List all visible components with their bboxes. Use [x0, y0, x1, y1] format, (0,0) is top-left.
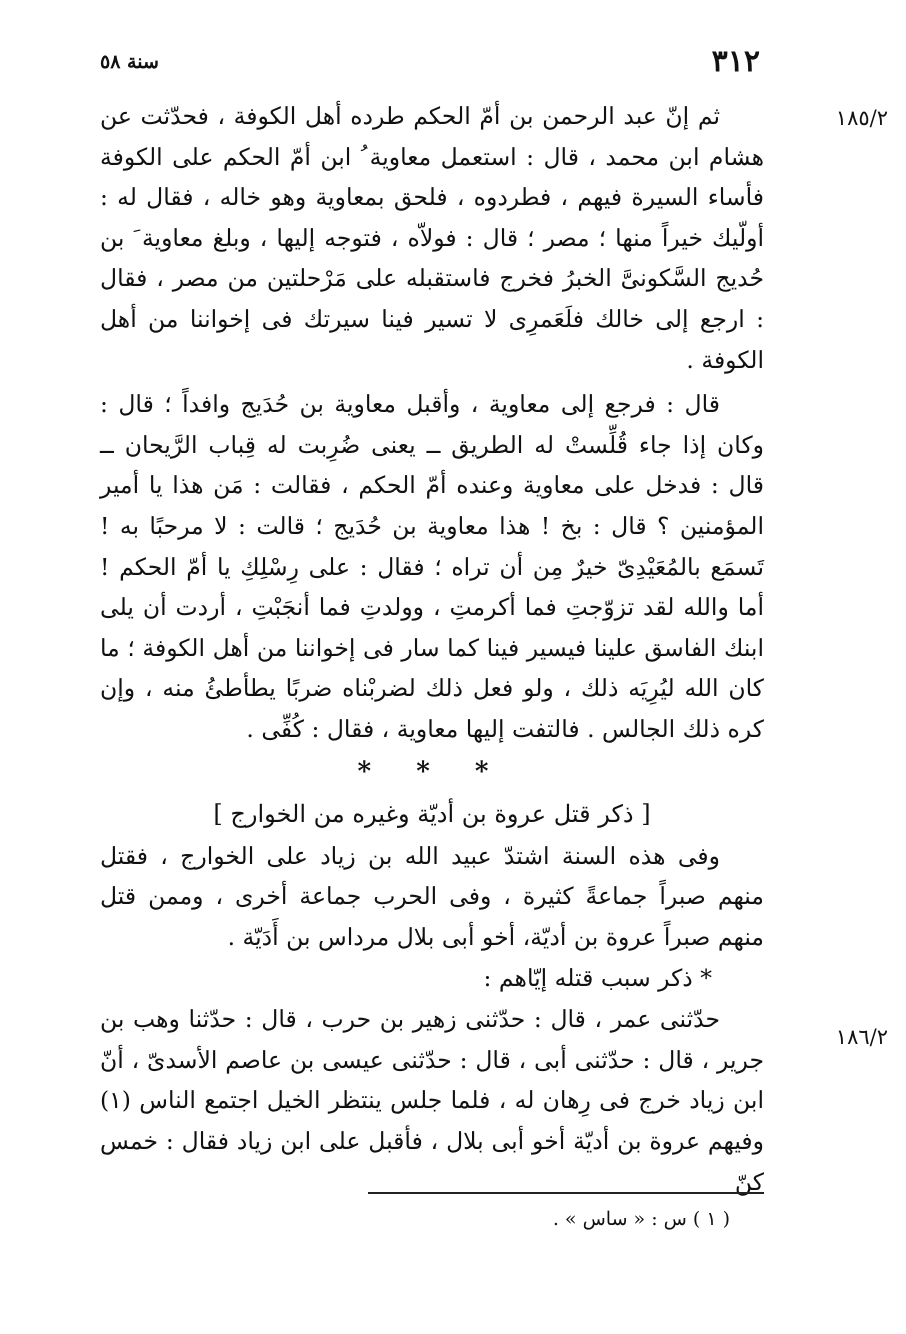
footnote: ( ١ ) س : « ساس » .	[552, 1208, 730, 1230]
running-head-year: سنة ٥٨	[100, 51, 159, 73]
paragraph-2: قال : فرجع إلى معاوية ، وأقبل معاوية بن حُدَيج وافداً ؛ قال : وكان إذا جاء قُلِّستْ له الطريق ــ يعنى ضُرِبت له قِباب الرَّيحان ــ قال : فدخل على معاوية وعنده أمّ الحكم ، فقالت : مَن هذا يا أمير المؤمنين ؟ قال : بخ ! هذا معاوية بن حُدَيج ؛ قالت : لا مرحبًا به ! تَسمَع بالمُعَيْدِىّ خيرٌ مِن أن تراه ؛ فقال : على رِسْلِكِ يا أمّ الحكم ! أما والله لقد تزوّجتِ فما أكرمتِ ، وولدتِ فما أنجَبْتِ ، أردت أن يلى ابنك الفاسق علينا فيسير فينا كما سار فى إخواننا من أهل الكوفة ؛ ما كان الله ليُرِيَه ذلك ، ولو فعل ذلك لضربْناه ضربًا يطأطئُ منه ، وإن كره ذلك الجالس . فالتفت إليها معاوية ، فقال : كُفِّى .	[100, 390, 764, 743]
main-text	[100, 96, 764, 1202]
margin-reference-1: ١٨٥/٢	[835, 106, 888, 130]
narration-paragraph: حدّثنى عمر ، قال : حدّثنى زهير بن حرب ، قال : حدّثنا وهب بن جرير ، قال : حدّثنى أبى ، قال : حدّثنى عيسى بن عاصم الأسدىّ ، أنّ ابن زياد خرج فى رِهان له ، فلما جلس ينتظر الخيل اجتمع الناس (١) وفيهم عروة بن أديّة أخو أبى بلال ، فأقبل على ابن زياد فقال : خمس كنّ	[100, 1005, 764, 1196]
paragraph-1: ثم إنّ عبد الرحمن بن أمّ الحكم طرده أهل الكوفة ، فحدّثت عن هشام ابن محمد ، قال : استعمل معاوية ُ ابن أمّ الحكم على الكوفة فأساء السيرة فيهم ، فطردوه ، فلحق بمعاوية وهو خاله ، فقال له : أولّيك خيراً منها ؛ مصر ؛ قال : فولاّه ، فتوجه إليها ، وبلغ معاوية َ بن حُديج السَّكونىَّ الخبرُ فخرج فاستقبله على مَرْحلتين من مصر ، فقال : ارجع إلى خالك فلَعَمرِى لا تسير فينا سيرتك فى إخواننا من أهل الكوفة .	[100, 102, 764, 374]
section-separator: * * *	[357, 756, 507, 787]
page-header	[100, 42, 760, 82]
page-number: ٣١٢	[711, 44, 760, 79]
section-paragraph: وفى هذه السنة اشتدّ عبيد الله بن زياد على الخوارج ، فقتل منهم صبراً جماعةً كثيرة ، وفى الحرب جماعة أخرى ، وممن قتل منهم صبراً عروة بن أديّة، أخو أبى بلال مرداس بن أَدَيّة .	[100, 841, 764, 951]
sub-heading: * ذكر سبب قتله إيّاهم :	[483, 964, 712, 993]
footnote-divider	[368, 1192, 764, 1194]
margin-reference-2: ١٨٦/٢	[835, 1025, 888, 1049]
section-heading: [ ذكر قتل عروة بن أديّة وغيره من الخوارج ]	[213, 799, 651, 828]
